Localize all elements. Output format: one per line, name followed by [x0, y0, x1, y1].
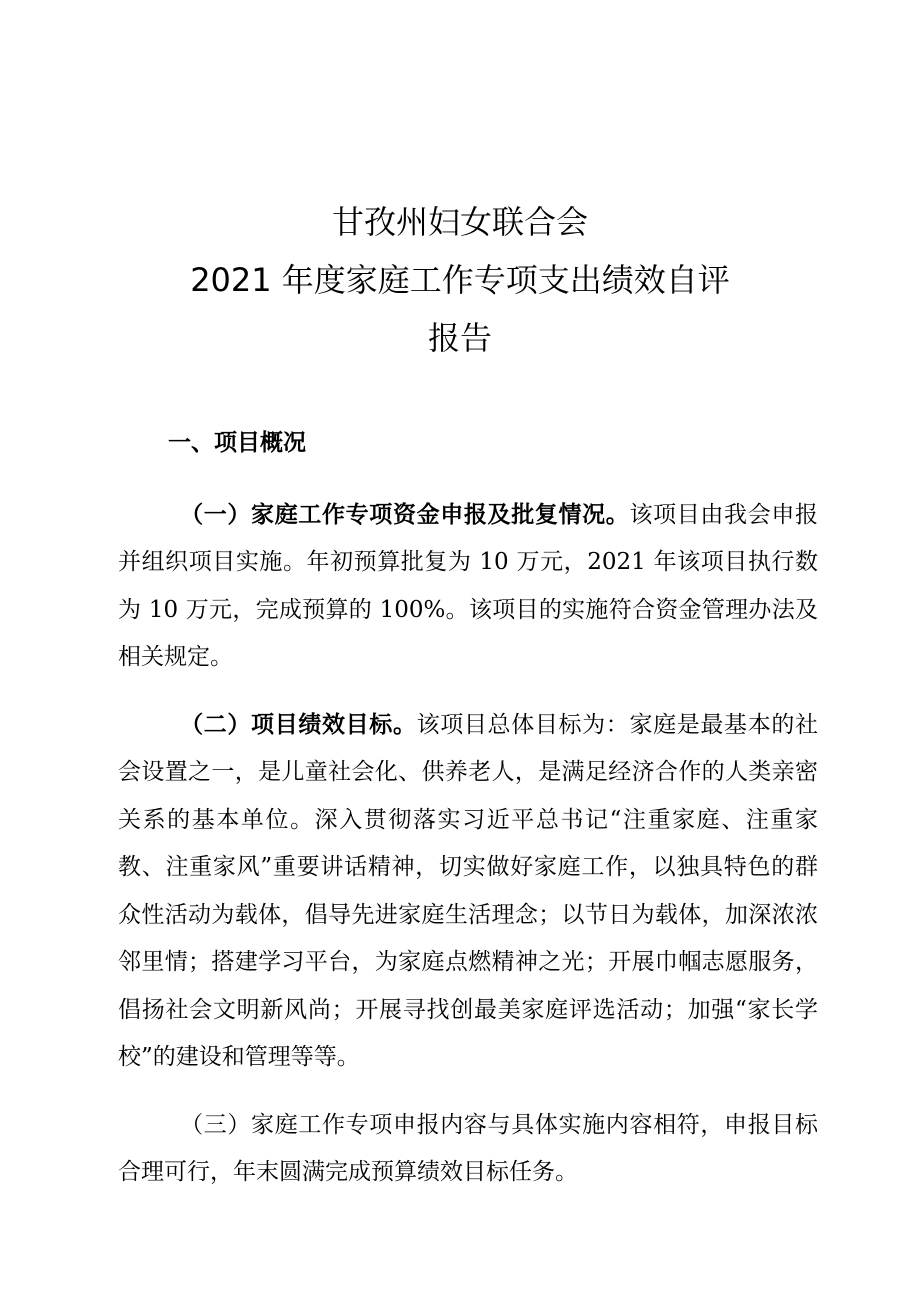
document-body — [118, 420, 818, 1197]
paragraph-text-performance-goals: 该项目总体目标为：家庭是最基本的社会设置之一，是儿童社会化、供养老人，是满足经济合作的人类亲密关系的基本单位。深入贯彻落实习近平总书记“注重家庭、注重家教、注重家风”重要讲话精神，切实做好家庭工作，以独具特色的群众性活动为载体，倡导先进家庭生活理念；以节日为载体，加深浓浓邻里情；搭建学习平台，为家庭点燃精神之光；开展巾帼志愿服务，倡扬社会文明新风尚；开展寻找创最美家庭评选活动；加强“家长学校”的建设和管理等等。 — [118, 711, 819, 1070]
title-line-report-word: 报告 — [427, 319, 492, 357]
paragraph-text-funding-approval: 该项目由我会申报并组织项目实施。年初预算批复为 10 万元，2021 年该项目执行数为 10 万元，完成预算的 100%。该项目的实施符合资金管理办法及相关规定。 — [118, 501, 819, 670]
paragraph-performance-goals — [118, 702, 818, 1082]
paragraph-implementation-consistency: （三）家庭工作专项申报内容与具体实施内容相符，申报目标合理可行，年末圆满完成预算绩效目标任务。 — [118, 1111, 818, 1185]
title-line-organization: 甘孜州妇女联合会 — [331, 203, 588, 241]
paragraph-lead-funding-approval: （一）家庭工作专项资金申报及批复情况。 — [180, 501, 630, 528]
document-title — [0, 193, 920, 367]
paragraph-lead-performance-goals: （二）项目绩效目标。 — [180, 711, 417, 738]
section-heading-project-overview: 一、项目概况 — [168, 430, 306, 456]
title-line-report-name: 2021 年度家庭工作专项支出绩效自评 — [190, 261, 730, 299]
paragraph-funding-approval — [118, 492, 818, 682]
